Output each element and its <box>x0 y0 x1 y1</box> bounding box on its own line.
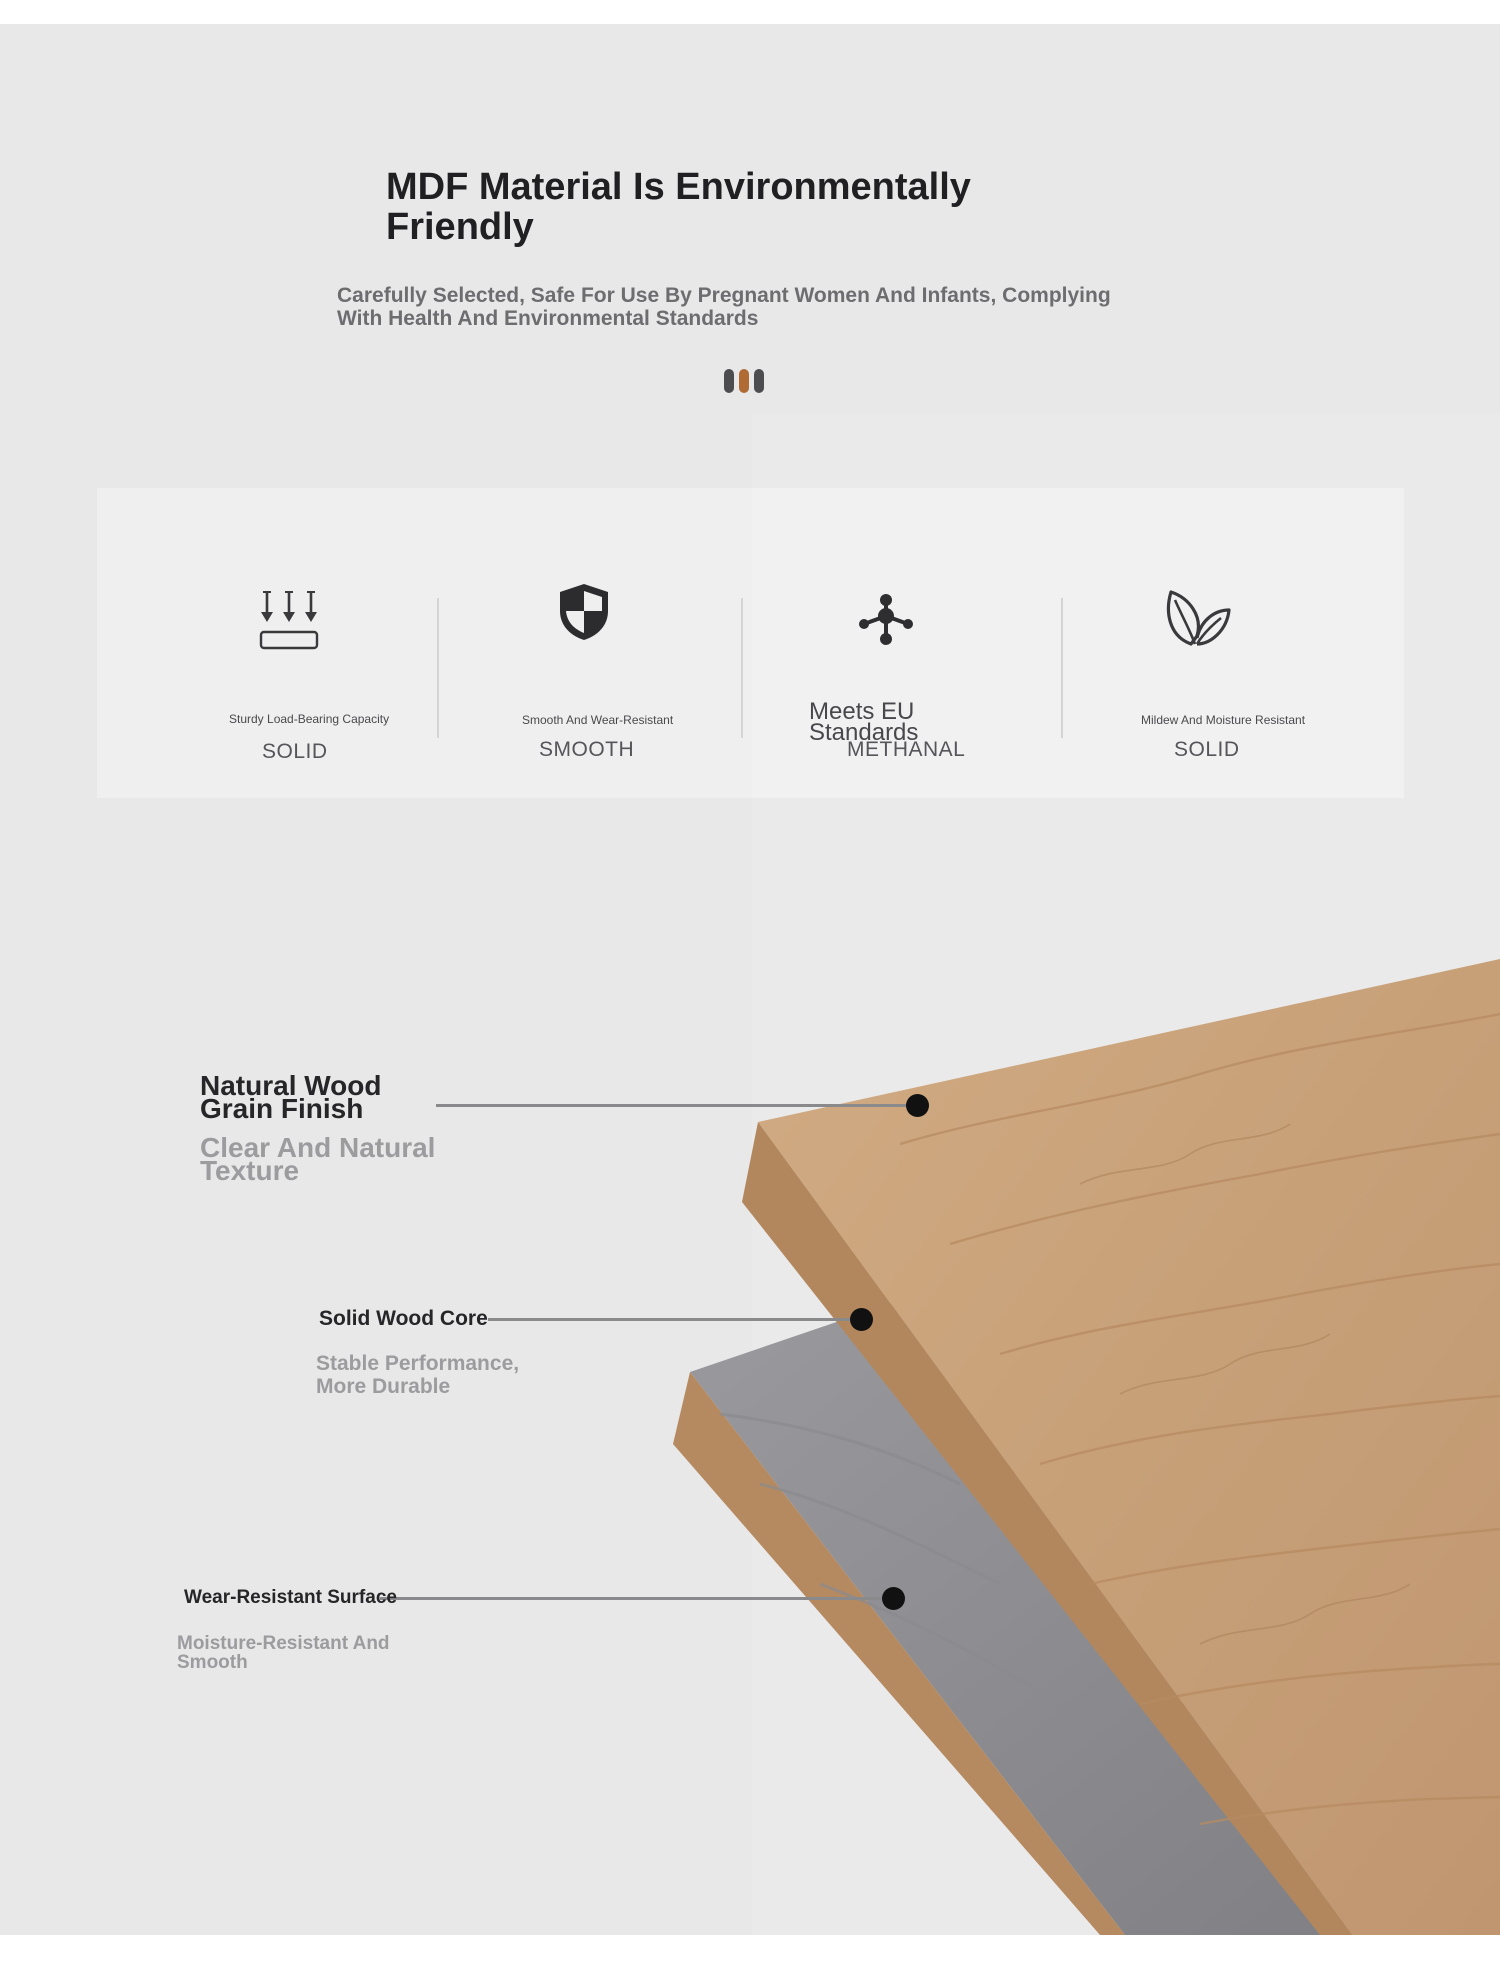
page-subtitle: Carefully Selected, Safe For Use By Pregnant Women And Infants, Complying With Health And Environmental Standards <box>337 284 1111 330</box>
page-canvas <box>0 24 1500 1935</box>
callout-title: Natural Wood Grain Finish <box>200 1070 382 1124</box>
callout-dot <box>906 1094 929 1117</box>
callout-line <box>488 1318 864 1321</box>
callout-dot <box>882 1587 905 1610</box>
feature-label: Meets EU Standards <box>809 698 919 746</box>
callout-subtitle: Moisture-Resistant And Smooth <box>177 1633 390 1673</box>
feature-tag: SMOOTH <box>539 738 635 761</box>
feature-label: Mildew And Moisture Resistant <box>1141 713 1306 727</box>
callout-subtitle: Stable Performance, More Durable <box>316 1352 520 1398</box>
feature-tag: METHANAL <box>847 738 966 761</box>
feature-tag: SOLID <box>1174 738 1240 761</box>
feature-tag: SOLID <box>262 740 328 763</box>
feature-label: Sturdy Load-Bearing Capacity <box>229 712 390 726</box>
callout-subtitle: Clear And Natural Texture <box>200 1132 436 1186</box>
callout-line <box>436 1104 920 1107</box>
page-title: MDF Material Is Environmentally Friendly <box>386 166 971 248</box>
callout-line <box>380 1597 896 1600</box>
callout-title: Wear-Resistant Surface <box>184 1587 397 1608</box>
callout-dot <box>850 1308 873 1331</box>
feature-label: Smooth And Wear-Resistant <box>522 713 674 727</box>
callout-title: Solid Wood Core <box>319 1307 488 1330</box>
